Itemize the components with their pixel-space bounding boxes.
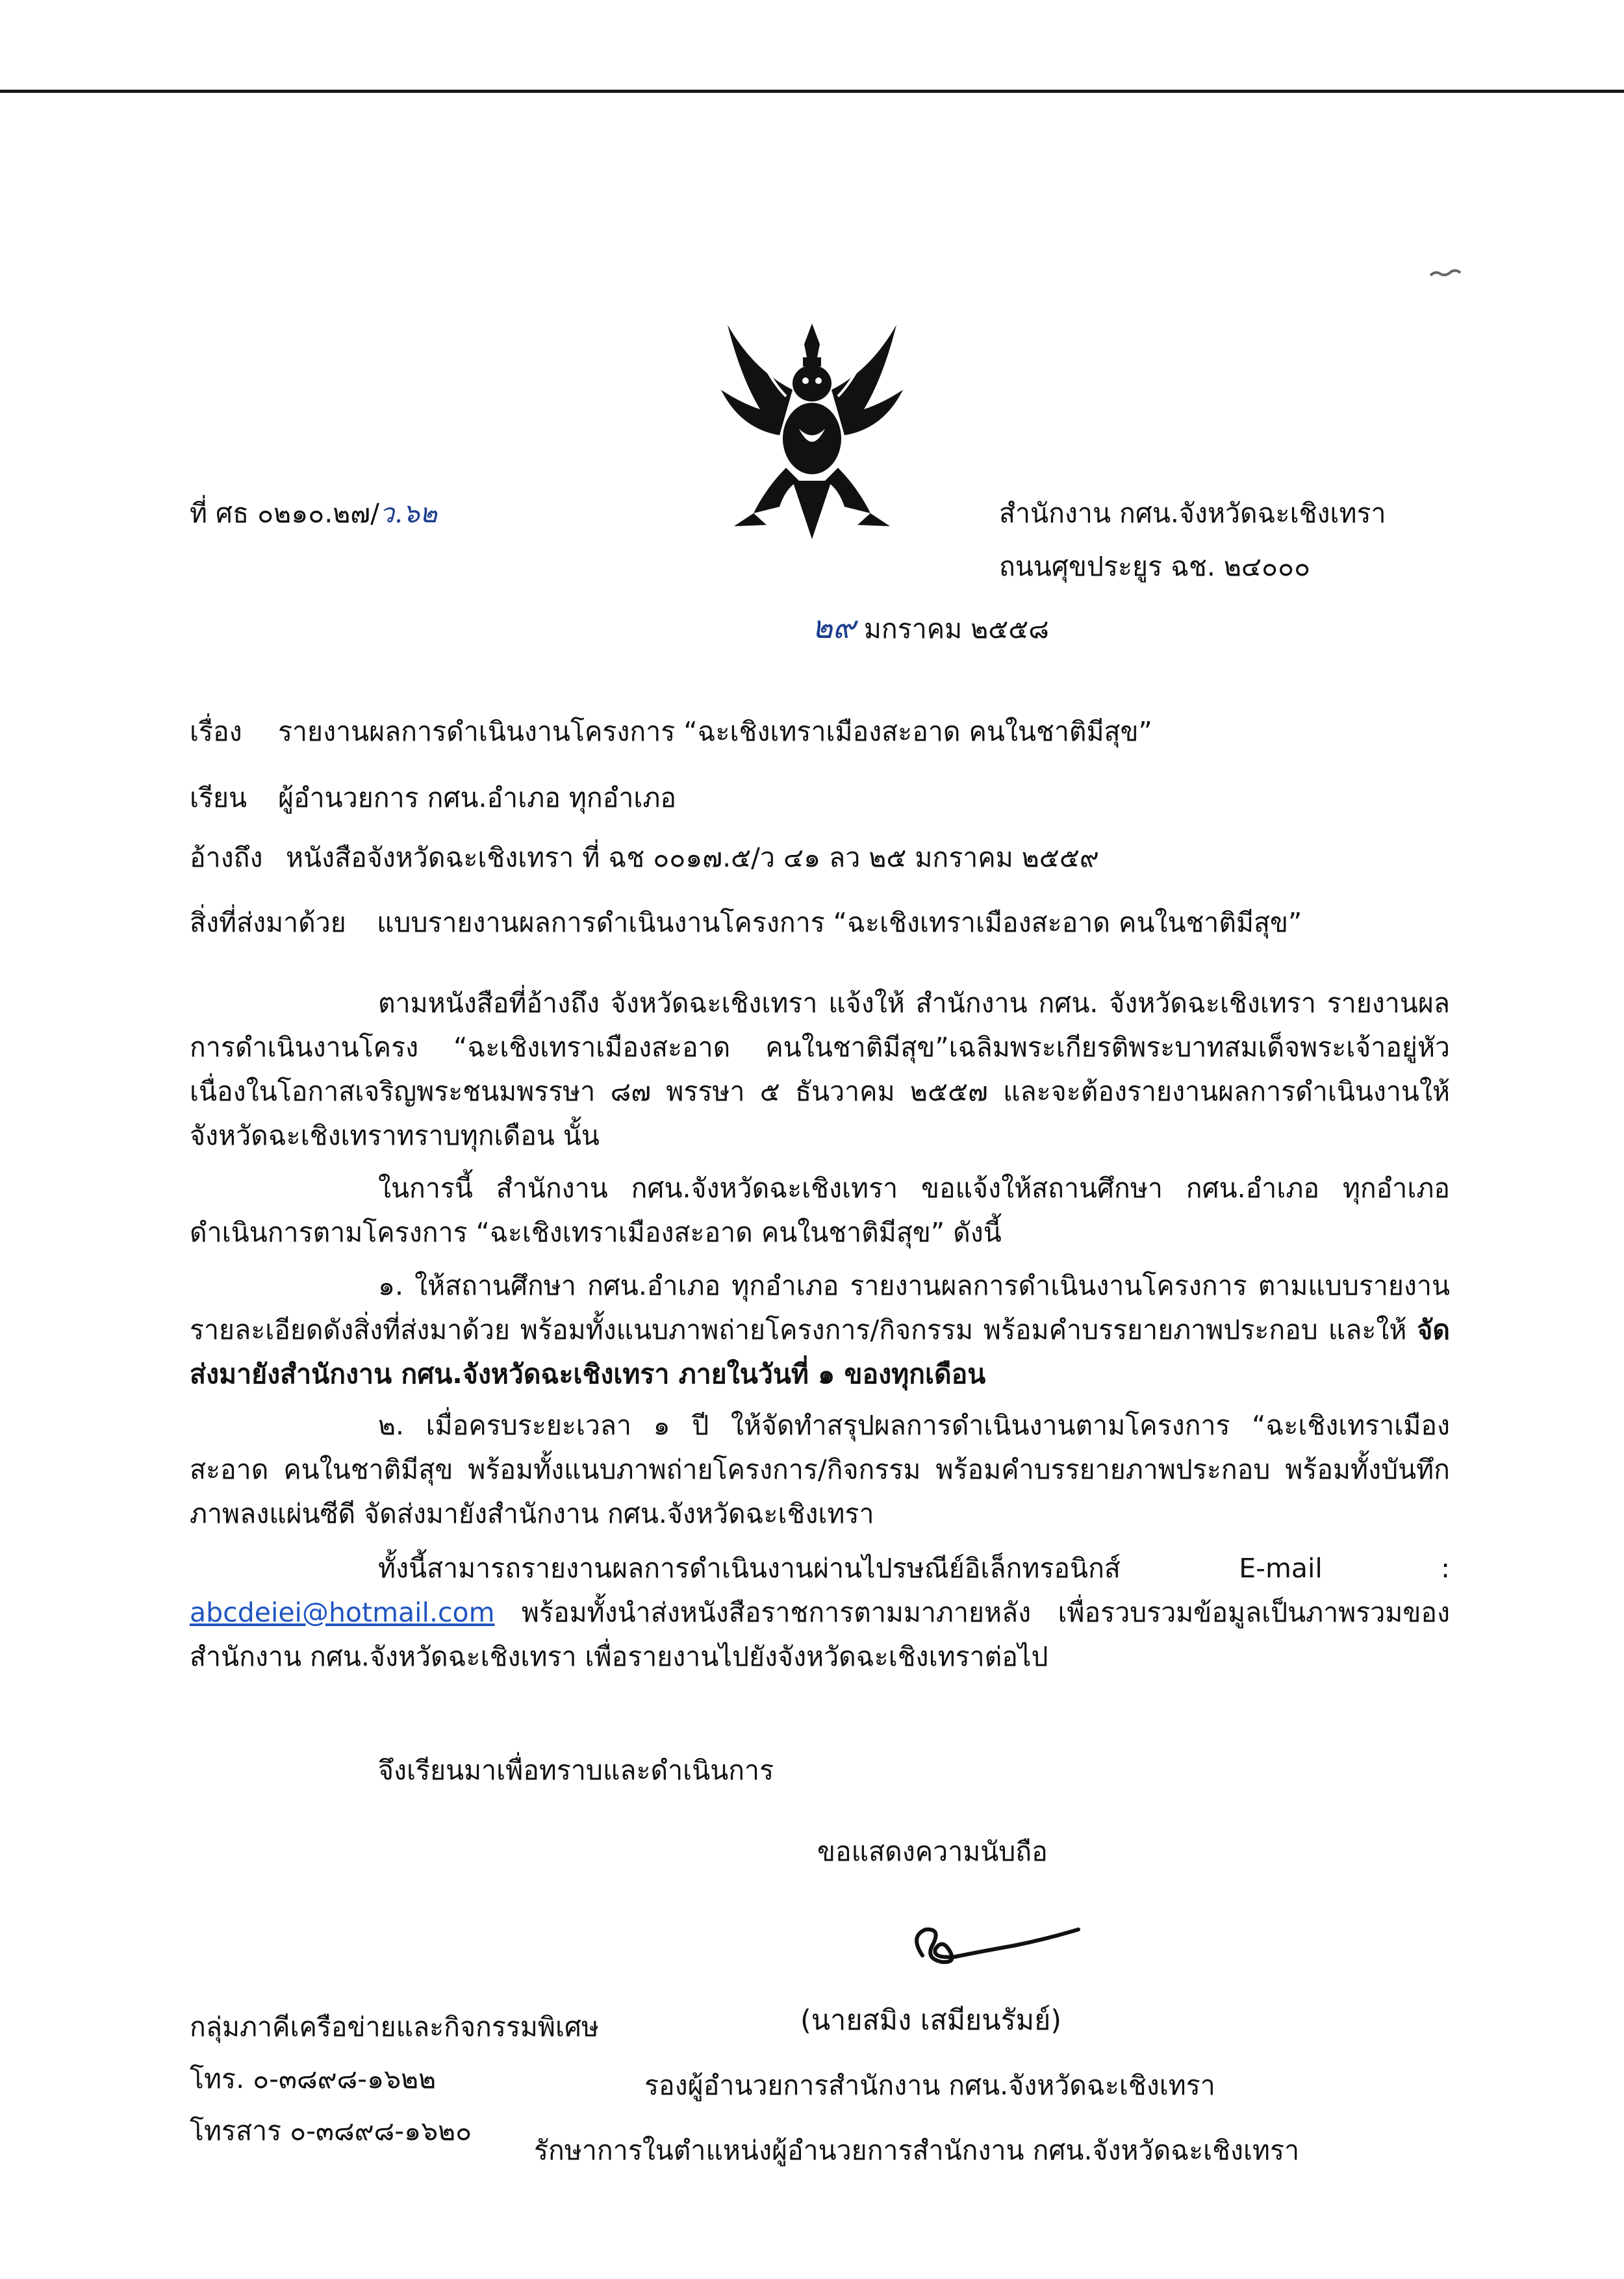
signatory-name: (นายสมิง เสมียนรัมย์) [800,2004,1062,2037]
item-1-deadline: จัดส่งมายังสำนักงาน กศน.จังหวัดฉะเชิงเทรา ภายในวันที่ ๑ ของทุกเดือน [190,1314,1450,1390]
email-link[interactable]: abcdeiei@hotmail.com [190,1597,495,1628]
body-paragraph-2: ในการนี้ สำนักงาน กศน.จังหวัดฉะเชิงเทรา ขอแจ้งให้สถานศึกษา กศน.อำเภอ ทุกอำเภอ ดำเนินการตามโครงการ “ฉะเชิงเทราเมืองสะอาด คนในชาติมีสุข” ดังนี้ [190,1173,1450,1248]
body-paragraph-1: ตามหนังสือที่อ้างถึง จังหวัดฉะเชิงเทรา แจ้งให้ สำนักงาน กศน. จังหวัดฉะเชิงเทรา รายงานผลการดำเนินงานโครง “ฉะเชิงเทราเมืองสะอาด คนในชาติมีสุข”เฉลิมพระเกียรติพระบาทสมเด็จพระเจ้าอยู่หัว เนื่องในโอกาสเจริญพระชนมพรรษา ๘๗ พรรษา ๕ ธันวาคม ๒๕๕๗ และจะต้องรายงานผลการดำเนินงานให้จังหวัดฉะเชิงเทราทราบทุกเดือน นั้น [190,987,1450,1151]
closing-salutation: ขอแสดงความนับถือ [817,1836,1048,1867]
contact-department: กลุ่มภาคีเครือข่ายและกิจกรรมพิเศษ [190,2011,600,2043]
signatory-position-1: รองผู้อำนวยการสำนักงาน กศน.จังหวัดฉะเชิงเทรา [644,2070,1215,2101]
garuda-emblem-icon [715,318,909,542]
enclosure-label: สิ่งที่ส่งมาด้วย [190,907,346,938]
paragraph-3-intro: ทั้งนี้สามารถรายงานผลการดำเนินงานผ่านไปรษณีย์อิเล็กทรอนิกส์ E-mail : [378,1553,1450,1584]
office-address: ถนนศุขประยูร ฉช. ๒๔๐๐๐ [999,551,1311,582]
item-1-text: ๑. ให้สถานศึกษา กศน.อำเภอ ทุกอำเภอ รายงานผลการดำเนินงานโครงการ ตามแบบรายงานรายละเอียดดังสิ่งที่ส่งมาด้วย พร้อมทั้งแนบภาพถ่ายโครงการ/กิจกรรม พร้อมคำบรรยายภาพประกอบ และให้ [190,1270,1450,1345]
signatory-position-2: รักษาการในตำแหน่งผู้อำนวยการสำนักงาน กศน.จังหวัดฉะเชิงเทรา [534,2135,1300,2166]
enclosure-text: แบบรายงานผลการดำเนินงานโครงการ “ฉะเชิงเทราเมืองสะอาด คนในชาติมีสุข” [377,907,1302,938]
contact-fax: โทรสาร ๐-๓๘๙๘-๑๖๒๐ [190,2115,472,2146]
document-ref-number [190,494,437,533]
scan-speck-icon [1429,266,1462,281]
document-date [812,608,1049,648]
ref-label: ที่ ศธ ๐๒๑๐.๒๗/ [190,498,379,529]
reference-text: หนังสือจังหวัดฉะเชิงเทรา ที่ ฉช ๐๐๑๗.๕/ว ๔๑ ลว ๒๕ มกราคม ๒๕๕๙ [286,842,1099,873]
ref-number-handwritten: ว.๖๒ [379,498,438,529]
subject-label: เรื่อง [190,716,242,747]
closing-request: จึงเรียนมาเพื่อทราบและดำเนินการ [378,1755,774,1786]
addressee-text: ผู้อำนวยการ กศน.อำเภอ ทุกอำเภอ [278,782,677,813]
reference-label: อ้างถึง [190,842,263,873]
body-item-2: ๒. เมื่อครบระยะเวลา ๑ ปี ให้จัดทำสรุปผลการดำเนินงานตามโครงการ “ฉะเชิงเทราเมืองสะอาด คนในชาติมีสุข พร้อมทั้งแนบภาพถ่ายโครงการ/กิจกรรม พร้อมคำบรรยายภาพประกอบ พร้อมทั้งบันทึกภาพลงแผ่นซีดี จัดส่งมายังสำนักงาน กศน.จังหวัดฉะเชิงเทรา [190,1410,1450,1529]
addressee-label: เรียน [190,782,247,813]
date-day-handwritten: ๒๙ [812,609,856,646]
date-month-year: มกราคม ๒๕๕๘ [863,613,1049,644]
body-paragraph-3 [190,1546,1450,1679]
body-item-1 [190,1264,1450,1396]
office-name: สำนักงาน กศน.จังหวัดฉะเชิงเทรา [999,498,1386,529]
signature-icon [896,1910,1091,1988]
contact-phone: โทร. ๐-๓๘๙๘-๑๖๒๒ [190,2063,437,2094]
subject-text: รายงานผลการดำเนินงานโครงการ “ฉะเชิงเทราเมืองสะอาด คนในชาติมีสุข” [278,716,1152,747]
scan-edge-line [0,90,1624,93]
paragraph-3-rest: พร้อมทั้งนำส่งหนังสือราชการตามมาภายหลัง เพื่อรวบรวมข้อมูลเป็นภาพรวมของสำนักงาน กศน.จังหวัดฉะเชิงเทรา เพื่อรายงานไปยังจังหวัดฉะเชิงเทราต่อไป [190,1597,1450,1672]
